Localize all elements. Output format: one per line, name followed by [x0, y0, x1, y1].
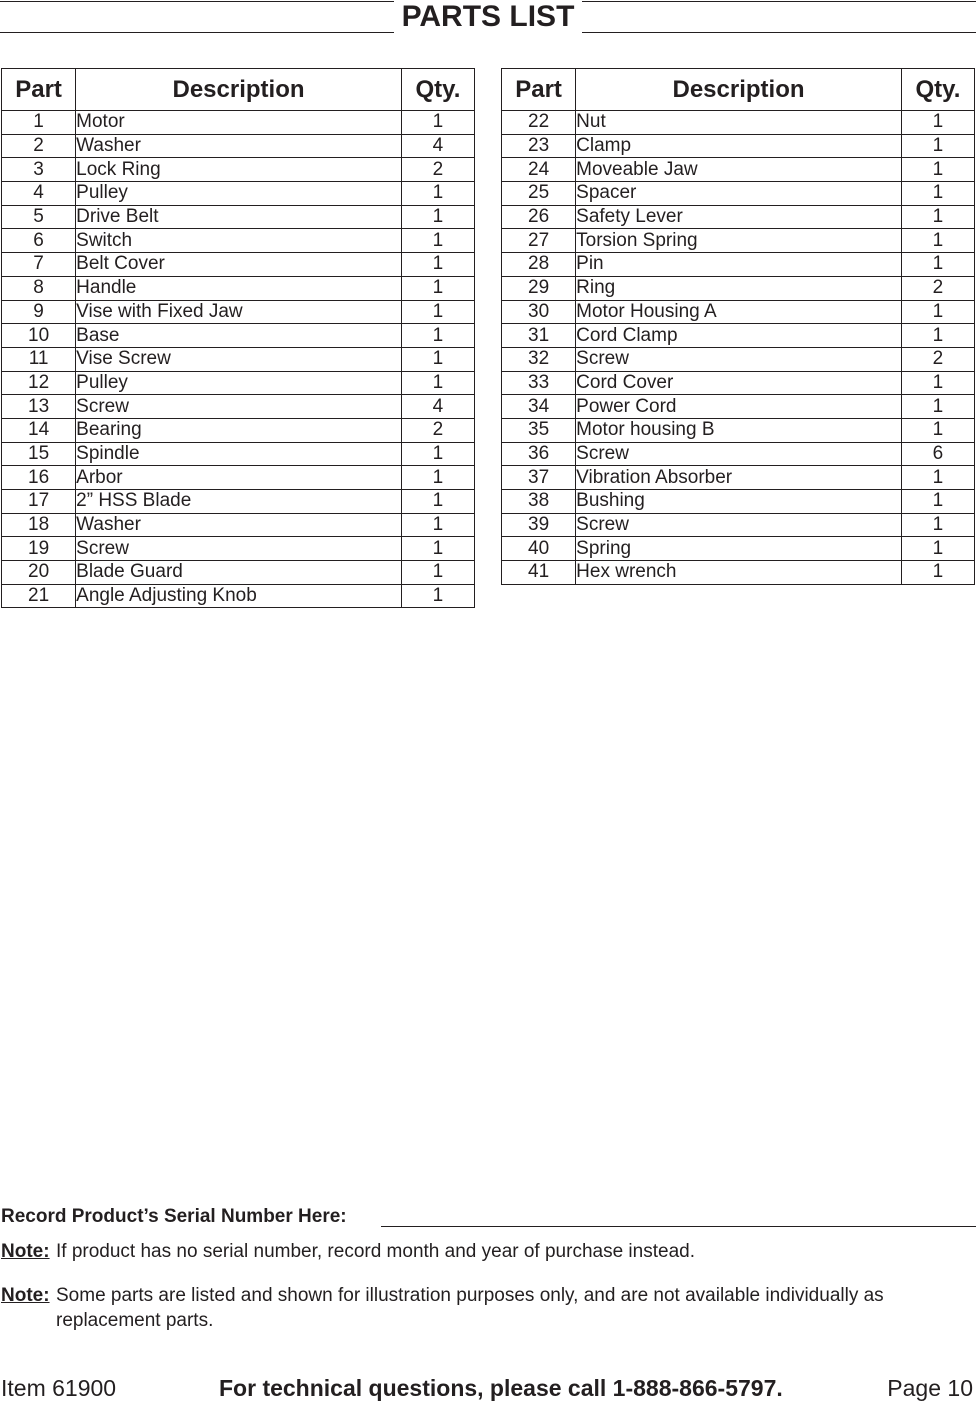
table-row — [2, 253, 475, 277]
table-row — [2, 111, 475, 135]
part-number: 27 — [502, 229, 576, 253]
part-number: 3 — [2, 158, 76, 182]
part-description: Cord Cover — [576, 371, 902, 395]
table-row — [2, 134, 475, 158]
part-description: 2” HSS Blade — [76, 490, 402, 514]
serial-number-line — [381, 1226, 976, 1227]
part-description: Screw — [76, 537, 402, 561]
part-qty: 1 — [401, 490, 474, 514]
part-description: Spacer — [576, 182, 902, 206]
part-qty: 1 — [901, 229, 974, 253]
part-description: Ring — [576, 276, 902, 300]
part-description: Bushing — [576, 490, 902, 514]
part-description: Torsion Spring — [576, 229, 902, 253]
table-row — [502, 442, 975, 466]
part-number: 21 — [2, 584, 76, 608]
part-description: Nut — [576, 111, 902, 135]
part-number: 8 — [2, 276, 76, 300]
parts-table-left — [1, 68, 475, 608]
part-description: Safety Lever — [576, 205, 902, 229]
header-description: Description — [576, 69, 902, 111]
part-qty: 1 — [901, 395, 974, 419]
part-description: Blade Guard — [76, 561, 402, 585]
part-description: Handle — [76, 276, 402, 300]
part-qty: 1 — [901, 466, 974, 490]
header-description: Description — [76, 69, 402, 111]
part-qty: 1 — [901, 371, 974, 395]
part-description: Spindle — [76, 442, 402, 466]
part-description: Vise Screw — [76, 347, 402, 371]
part-qty: 1 — [901, 490, 974, 514]
part-qty: 6 — [901, 442, 974, 466]
part-qty: 1 — [401, 205, 474, 229]
part-number: 9 — [2, 300, 76, 324]
part-qty: 1 — [401, 229, 474, 253]
table-row — [502, 466, 975, 490]
table-row — [502, 561, 975, 585]
part-number: 37 — [502, 466, 576, 490]
table-row — [2, 418, 475, 442]
part-qty: 1 — [401, 300, 474, 324]
table-row — [2, 584, 475, 608]
part-number: 7 — [2, 253, 76, 277]
part-description: Drive Belt — [76, 205, 402, 229]
part-number: 16 — [2, 466, 76, 490]
part-number: 2 — [2, 134, 76, 158]
part-description: Motor housing B — [576, 418, 902, 442]
part-number: 34 — [502, 395, 576, 419]
part-description: Lock Ring — [76, 158, 402, 182]
part-qty: 1 — [901, 561, 974, 585]
part-description: Washer — [76, 513, 402, 537]
header-qty: Qty. — [901, 69, 974, 111]
part-number: 35 — [502, 418, 576, 442]
part-qty: 1 — [901, 324, 974, 348]
table-row — [502, 134, 975, 158]
part-number: 4 — [2, 182, 76, 206]
table-row — [2, 205, 475, 229]
part-qty: 1 — [901, 111, 974, 135]
part-description: Motor — [76, 111, 402, 135]
table-row — [2, 513, 475, 537]
parts-table-right — [501, 68, 975, 585]
part-number: 12 — [2, 371, 76, 395]
part-number: 18 — [2, 513, 76, 537]
part-number: 30 — [502, 300, 576, 324]
part-description: Washer — [76, 134, 402, 158]
part-description: Screw — [576, 513, 902, 537]
part-qty: 2 — [401, 418, 474, 442]
table-row — [2, 324, 475, 348]
part-description: Hex wrench — [576, 561, 902, 585]
serial-number-field — [1, 1205, 976, 1229]
page-footer — [1, 1374, 973, 1402]
part-number: 25 — [502, 182, 576, 206]
table-row — [2, 395, 475, 419]
part-qty: 1 — [901, 182, 974, 206]
part-qty: 1 — [901, 300, 974, 324]
part-qty: 1 — [401, 561, 474, 585]
part-number: 10 — [2, 324, 76, 348]
part-number: 1 — [2, 111, 76, 135]
part-qty: 1 — [401, 253, 474, 277]
part-qty: 1 — [401, 111, 474, 135]
part-qty: 2 — [901, 276, 974, 300]
part-description: Spring — [576, 537, 902, 561]
part-number: 13 — [2, 395, 76, 419]
table-row — [2, 466, 475, 490]
table-row — [2, 490, 475, 514]
part-qty: 1 — [401, 442, 474, 466]
part-qty: 2 — [901, 347, 974, 371]
part-qty: 1 — [401, 276, 474, 300]
header-row — [2, 69, 475, 111]
table-row — [502, 490, 975, 514]
table-row — [2, 276, 475, 300]
part-number: 33 — [502, 371, 576, 395]
note-text: If product has no serial number, record month and year of purchase instead. — [56, 1241, 695, 1262]
part-number: 20 — [2, 561, 76, 585]
part-number: 23 — [502, 134, 576, 158]
part-qty: 1 — [901, 418, 974, 442]
page-title: PARTS LIST — [394, 0, 583, 33]
table-row — [2, 229, 475, 253]
part-number: 39 — [502, 513, 576, 537]
part-number: 5 — [2, 205, 76, 229]
header-part: Part — [502, 69, 576, 111]
table-row — [502, 347, 975, 371]
table-row — [502, 300, 975, 324]
part-qty: 1 — [401, 584, 474, 608]
table-row — [502, 205, 975, 229]
part-description: Arbor — [76, 466, 402, 490]
part-description: Screw — [576, 442, 902, 466]
table-row — [502, 395, 975, 419]
part-description: Moveable Jaw — [576, 158, 902, 182]
part-number: 28 — [502, 253, 576, 277]
header-qty: Qty. — [401, 69, 474, 111]
part-description: Power Cord — [576, 395, 902, 419]
table-row — [2, 347, 475, 371]
table-row — [502, 276, 975, 300]
header-part: Part — [2, 69, 76, 111]
part-description: Vibration Absorber — [576, 466, 902, 490]
part-description: Switch — [76, 229, 402, 253]
part-number: 29 — [502, 276, 576, 300]
footer-item-number: Item 61900 — [1, 1375, 117, 1401]
header-row — [502, 69, 975, 111]
table-row — [502, 229, 975, 253]
part-number: 24 — [502, 158, 576, 182]
part-qty: 1 — [901, 537, 974, 561]
table-row — [2, 300, 475, 324]
title-bar — [0, 0, 976, 34]
part-qty: 1 — [901, 513, 974, 537]
part-qty: 1 — [901, 205, 974, 229]
part-number: 41 — [502, 561, 576, 585]
part-number: 32 — [502, 347, 576, 371]
table-row — [2, 442, 475, 466]
parts-rows-left — [2, 111, 475, 608]
part-number: 26 — [502, 205, 576, 229]
part-number: 31 — [502, 324, 576, 348]
note-text: Some parts are listed and shown for illustration purposes only, and are not available individually as replacement parts. — [56, 1285, 884, 1331]
serial-number-label: Record Product’s Serial Number Here: — [1, 1206, 347, 1227]
part-description: Clamp — [576, 134, 902, 158]
table-row — [2, 182, 475, 206]
part-number: 38 — [502, 490, 576, 514]
part-qty: 1 — [401, 324, 474, 348]
table-row — [502, 371, 975, 395]
part-number: 14 — [2, 418, 76, 442]
part-description: Motor Housing A — [576, 300, 902, 324]
part-qty: 1 — [901, 253, 974, 277]
table-row — [502, 324, 975, 348]
table-row — [502, 418, 975, 442]
part-description: Pulley — [76, 182, 402, 206]
table-row — [502, 111, 975, 135]
part-description: Pulley — [76, 371, 402, 395]
table-row — [502, 537, 975, 561]
part-qty: 4 — [401, 134, 474, 158]
part-qty: 1 — [401, 466, 474, 490]
table-row — [502, 158, 975, 182]
part-number: 6 — [2, 229, 76, 253]
part-description: Vise with Fixed Jaw — [76, 300, 402, 324]
part-qty: 2 — [401, 158, 474, 182]
part-qty: 1 — [401, 182, 474, 206]
part-description: Base — [76, 324, 402, 348]
table-row — [2, 537, 475, 561]
footer-tech-support: For technical questions, please call 1-888-866-5797. — [219, 1375, 783, 1401]
note-parts — [1, 1283, 971, 1333]
table-row — [2, 158, 475, 182]
part-qty: 4 — [401, 395, 474, 419]
part-number: 15 — [2, 442, 76, 466]
part-qty: 1 — [401, 513, 474, 537]
part-qty: 1 — [401, 371, 474, 395]
part-number: 22 — [502, 111, 576, 135]
part-qty: 1 — [401, 347, 474, 371]
part-number: 19 — [2, 537, 76, 561]
part-description: Belt Cover — [76, 253, 402, 277]
table-row — [502, 253, 975, 277]
table-row — [502, 182, 975, 206]
table-row — [2, 561, 475, 585]
part-description: Screw — [576, 347, 902, 371]
note-label: Note: — [1, 1285, 50, 1306]
part-qty: 1 — [901, 158, 974, 182]
part-description: Angle Adjusting Knob — [76, 584, 402, 608]
part-description: Pin — [576, 253, 902, 277]
part-qty: 1 — [901, 134, 974, 158]
table-row — [502, 513, 975, 537]
part-number: 17 — [2, 490, 76, 514]
parts-rows-right — [502, 111, 975, 585]
part-qty: 1 — [401, 537, 474, 561]
part-description: Screw — [76, 395, 402, 419]
part-number: 36 — [502, 442, 576, 466]
note-label: Note: — [1, 1241, 50, 1262]
footer-page-number: Page 10 — [887, 1375, 973, 1401]
part-description: Cord Clamp — [576, 324, 902, 348]
part-description: Bearing — [76, 418, 402, 442]
table-row — [2, 371, 475, 395]
part-number: 40 — [502, 537, 576, 561]
part-number: 11 — [2, 347, 76, 371]
note-serial — [1, 1239, 971, 1264]
